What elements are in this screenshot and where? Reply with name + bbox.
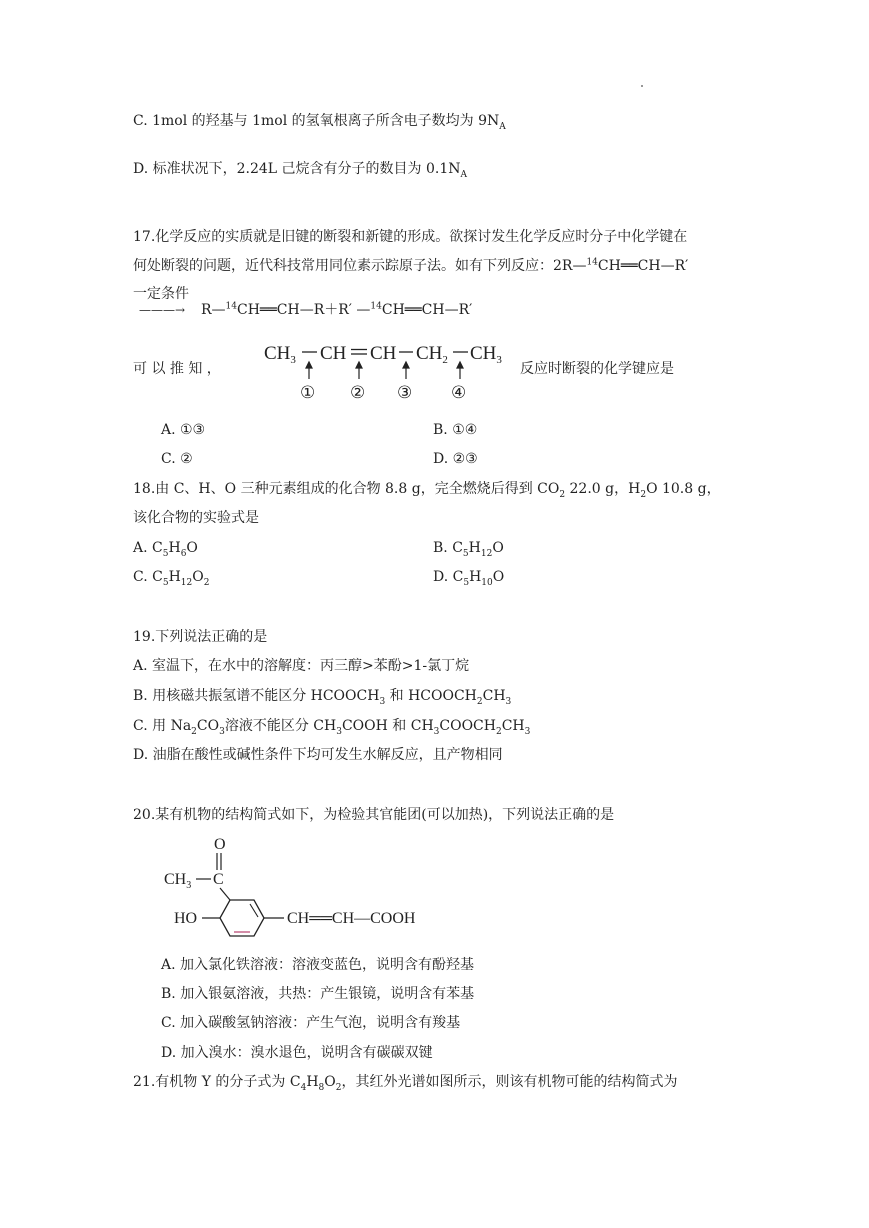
q17-reaction-arrow: ———→ (139, 303, 186, 317)
q19-option-c[interactable]: C. 用 $Na_2CO_3$溶液不能区分 $CH_3COOH$ 和 $CH_3COOCH_2CH_3$ (133, 718, 531, 737)
q18-option-b[interactable]: B. $C_5H_{12}O$ (433, 540, 504, 559)
q16-option-c (133, 111, 506, 131)
q17-structure (260, 335, 510, 405)
q17-arrowhead-2 (356, 362, 362, 368)
q17-product-sup2: 14 (370, 301, 382, 312)
q20-option-c[interactable]: C. 加入碳酸氢钠溶液：产生气泡，说明含有羧基 (161, 1015, 461, 1031)
q17-arrowhead-4 (457, 362, 463, 368)
q17-ch: CH (320, 343, 347, 364)
q20-c-ring-bond (220, 888, 230, 900)
q16-option-c-sub: A (499, 121, 506, 132)
q17-option-a[interactable]: A. ①③ (161, 422, 206, 438)
q17-marker-1: ① (300, 383, 316, 402)
q17-arrowhead-1 (306, 362, 312, 368)
q17-infer-label: 可 以 推 知 ， (133, 361, 221, 377)
q17-ch2: $CH_2$ (416, 343, 448, 366)
q18-line1-sub: 2 (559, 489, 566, 500)
q17-product-a: R— (201, 302, 226, 318)
q17-ch3-right: $CH_3$ (470, 343, 502, 366)
q20-option-b[interactable]: B. 加入银氨溶液，共热：产生银镜，说明含有苯基 (161, 986, 475, 1002)
q20-option-a[interactable]: A. 加入氯化铁溶液：溶液变蓝色，说明含有酚羟基 (161, 957, 475, 973)
q17-stem-line2 (133, 256, 688, 276)
q18-stem-line2: 该化合物的实验式是 (133, 510, 259, 526)
q17-marker-2: ② (350, 383, 366, 402)
q20-structure (160, 832, 430, 944)
q17-stem-line1: 17.化学反应的实质就是旧键的断裂和新键的形成。欲探讨发生化学反应时分子中化学键在 (133, 229, 688, 245)
q18-option-d[interactable]: D. $C_5H_{10}O$ (433, 569, 505, 588)
q17-condition: 一定条件 (133, 286, 189, 302)
q17-product-sup1: 14 (225, 301, 237, 312)
q20-ch3: $CH_3$ (164, 871, 192, 891)
q19-option-d[interactable]: D. 油脂在酸性或碱性条件下均可发生水解反应，且产物相同 (133, 747, 503, 763)
q17-ch-mid: CH (370, 343, 397, 364)
q20-ho: HO (174, 910, 198, 927)
q16-option-c-text: C. 1mol 的羟基与 1mol 的氢氧根离子所含电子数均为 9N (133, 113, 500, 129)
q17-marker-4: ④ (451, 383, 467, 402)
q20-carbonyl-c: C (213, 871, 224, 888)
q17-product-b: CH══CH—R＋R′ — (237, 302, 371, 318)
q18-line1-b: 22.0 g，H (565, 481, 641, 497)
q17-marker-3: ③ (397, 383, 413, 402)
q20-benzene-ring (220, 900, 264, 936)
q18-stem-line1 (133, 479, 721, 499)
q17-ch3-left: $CH_3$ (264, 343, 296, 366)
q20-option-d[interactable]: D. 加入溴水：溴水退色，说明含有碳碳双键 (161, 1045, 433, 1061)
q18-line1-c: O 10.8 g， (646, 481, 721, 497)
q20-side-chain: CH══CH—COOH (287, 910, 416, 927)
q19-stem: 19.下列说法正确的是 (133, 629, 268, 645)
q17-line2-tail: CH══CH—R′ (597, 258, 689, 274)
q17-arrowhead-3 (403, 362, 409, 368)
q17-line2-text: 何处断裂的问题，近代科技常用同位素示踪原子法。如有下列反应：2R— (133, 258, 587, 274)
q16-option-d-sub: A (460, 169, 468, 180)
q16-option-d-text: D. 标准状况下，2.24L 己烷含有分子的数目为 0.1N (133, 161, 461, 177)
q19-option-b[interactable]: B. 用核磁共振氢谱不能区分 $HCOOCH_3$ 和 $HCOOCH_2CH_3$ (133, 688, 512, 707)
q20-stem: 20.某有机物的结构简式如下，为检验其官能团(可以加热)，下列说法正确的是 (133, 807, 615, 823)
q19-option-a[interactable]: A. 室温下，在水中的溶解度：丙三醇>苯酚>1-氯丁烷 (133, 658, 470, 674)
q17-option-d[interactable]: D. ②③ (433, 451, 478, 467)
q18-line1-a: 18.由 C、H、O 三种元素组成的化合物 8.8 g，完全燃烧后得到 CO (133, 481, 560, 497)
q18-option-c[interactable]: C. $C_5H_{12}O_2$ (133, 569, 210, 588)
q16-option-d (133, 159, 467, 179)
q17-product-c: CH══CH—R′ (381, 302, 473, 318)
q21-stem: 21.有机物 Y 的分子式为 $C_4H_8O_2$，其红外光谱如图所示，则该有机物可能的结构简式为 (133, 1074, 678, 1093)
q17-option-b[interactable]: B. ①④ (433, 422, 478, 438)
q17-line2-sup: 14 (586, 257, 598, 268)
q20-carbonyl-o: O (214, 836, 226, 853)
stray-dot (641, 85, 643, 87)
q17-product-line (201, 300, 472, 320)
q17-option-c[interactable]: C. ② (161, 451, 193, 467)
q18-line1-sub2: 2 (640, 489, 647, 500)
q18-option-a[interactable]: A. $C_5H_6O$ (133, 540, 198, 559)
q17-after-structure: 反应时断裂的化学键应是 (520, 361, 674, 377)
